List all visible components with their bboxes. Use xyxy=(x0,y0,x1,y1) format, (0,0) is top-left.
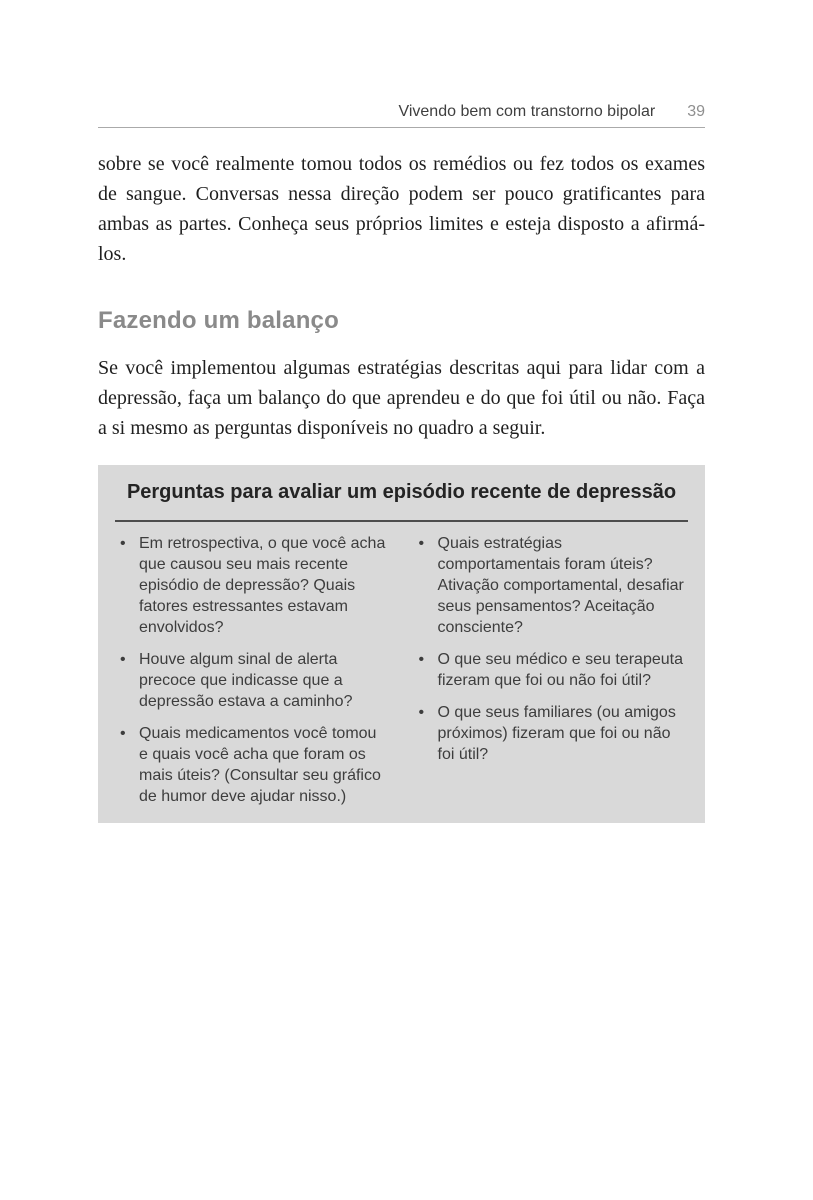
question-text: Quais estratégias comportamentais foram úteis? Ativação comportamental, desafiar seus pensamentos? Aceitação consciente? xyxy=(437,535,684,636)
bullet-icon: • xyxy=(418,535,425,552)
question-item xyxy=(118,649,387,712)
question-box-title: Perguntas para avaliar um episódio recente de depressão xyxy=(126,481,677,503)
section-heading: Fazendo um balanço xyxy=(98,307,339,334)
bullet-icon: • xyxy=(120,725,126,742)
question-columns xyxy=(98,522,705,807)
question-box xyxy=(98,465,705,823)
question-text: Quais medicamentos você tomou e quais você acha que foram os mais úteis? (Consultar seu gráfico de humor deve ajudar nisso.) xyxy=(139,725,381,805)
question-text: O que seu médico e seu terapeuta fizeram que foi ou não foi útil? xyxy=(437,651,683,689)
page-number: 39 xyxy=(687,103,705,120)
question-item xyxy=(417,649,686,691)
question-item xyxy=(118,723,387,807)
question-list-left xyxy=(118,533,387,807)
question-list-right xyxy=(417,533,686,807)
question-item xyxy=(118,533,387,638)
running-title: Vivendo bem com transtorno bipolar xyxy=(398,103,656,120)
paragraph-intro: sobre se você realmente tomou todos os remédios ou fez todos os exames de sangue. Conversas nessa direção podem ser pouco gratificantes para ambas as partes. Conheça seus próprios limites e esteja disposto a afirmá-los. xyxy=(98,153,705,265)
question-item xyxy=(417,533,686,638)
bullet-icon: • xyxy=(120,651,126,668)
paragraph-balanco: Se você implementou algumas estratégias descritas aqui para lidar com a depressão, faça um balanço do que aprendeu e do que foi útil ou não. Faça a si mesmo as perguntas disponíveis no quadro a seguir. xyxy=(98,357,705,439)
bullet-icon: • xyxy=(418,704,425,721)
question-text: Em retrospectiva, o que você acha que causou seu mais recente episódio de depressão? Quais fatores estressantes estavam envolvidos? xyxy=(139,535,386,636)
question-item xyxy=(417,702,686,765)
question-text: Houve algum sinal de alerta precoce que indicasse que a depressão estava a caminho? xyxy=(139,651,353,710)
bullet-icon: • xyxy=(120,535,126,552)
question-text: O que seus familiares (ou amigos próximos) fizeram que foi ou não foi útil? xyxy=(437,704,676,763)
running-header xyxy=(98,0,705,128)
bullet-icon: • xyxy=(418,651,425,668)
